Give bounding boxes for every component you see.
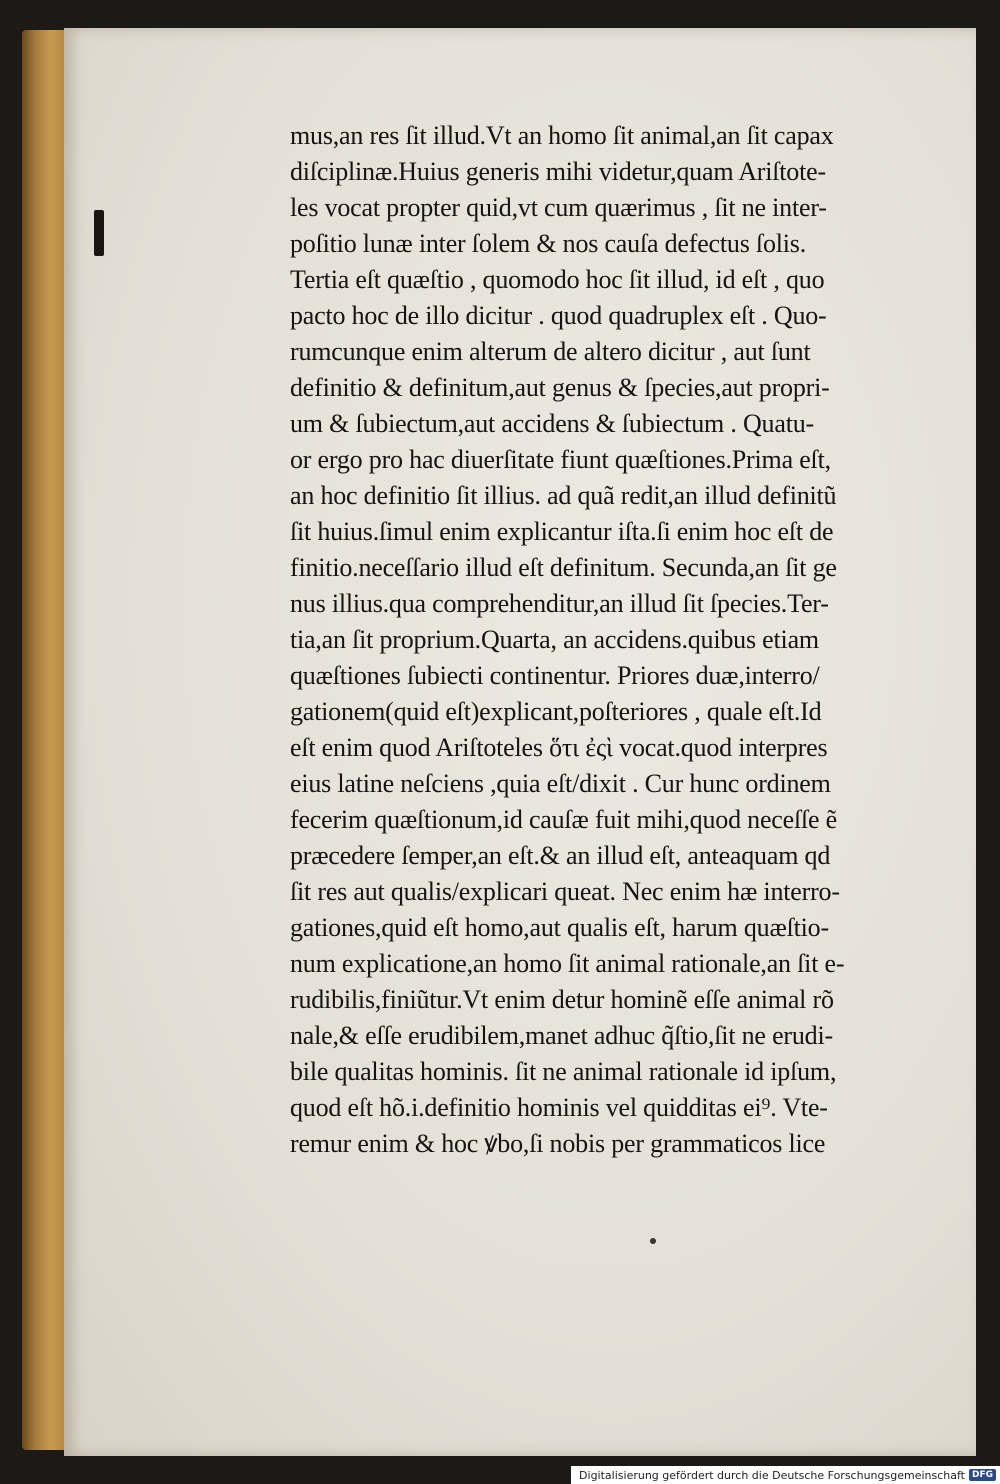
text-line: quæſtiones ſubiecti continentur. Priores duæ,interro/ — [290, 661, 820, 690]
digitization-footer — [571, 1466, 1000, 1484]
text-line: finitio.neceſſario illud eſt definitum. Secunda,an ſit ge — [290, 553, 837, 582]
text-line: quod eſt hõ.i.definitio hominis vel quidditas ei⁹. Vte- — [290, 1093, 828, 1122]
text-line: diſciplinæ.Huius generis mihi videtur,quam Ariſtote- — [290, 157, 826, 186]
text-line: definitio & definitum,aut genus & ſpecies,aut propri- — [290, 373, 830, 402]
text-line: mus,an res ſit illud.Vt an homo ſit animal,an ſit capax — [290, 121, 834, 150]
text-line: rudibilis,finiũtur.Vt enim detur hominẽ eſſe animal rõ — [290, 985, 834, 1014]
text-line: gationem(quid eſt)explicant,poſteriores , quale eſt.Id — [290, 697, 822, 726]
text-line: num explicatione,an homo ſit animal rationale,an ſit e- — [290, 949, 845, 978]
page-ornament-dot — [650, 1238, 656, 1244]
body-text-block — [290, 118, 970, 1162]
text-line: eſt enim quod Ariſtoteles ὅτι ἐςὶ vocat.quod interpres — [290, 733, 828, 762]
text-line: fecerim quæſtionum,id cauſæ fuit mihi,quod neceſſe ẽ — [290, 805, 838, 834]
text-line: rumcunque enim alterum de altero dicitur , aut ſunt — [290, 337, 811, 366]
text-line: nus illius.qua comprehenditur,an illud ſit ſpecies.Ter- — [290, 589, 829, 618]
text-line: pacto hoc de illo dicitur . quod quadruplex eſt . Quo- — [290, 301, 827, 330]
binding-mark — [94, 210, 104, 256]
text-line: præcedere ſemper,an eſt.& an illud eſt, anteaquam qd — [290, 841, 831, 870]
text-line: remur enim & hoc ꝟbo,ſi nobis per grammaticos lice — [290, 1129, 826, 1158]
dfg-logo-icon: DFG — [969, 1469, 996, 1481]
text-line: an hoc definitio ſit illius. ad quã redit,an illud definitũ — [290, 481, 837, 510]
text-line: um & ſubiectum,aut accidens & ſubiectum . Quatu- — [290, 409, 814, 438]
text-line: gationes,quid eſt homo,aut qualis eſt, harum quæſtio- — [290, 913, 829, 942]
text-line: tia,an ſit proprium.Quarta, an accidens.quibus etiam — [290, 625, 819, 654]
text-line: eius latine neſciens ,quia eſt/dixit . Cur hunc ordinem — [290, 769, 831, 798]
text-line: or ergo pro hac diuerſitate fiunt quæſtiones.Prima eſt, — [290, 445, 831, 474]
text-line: nale,& eſſe erudibilem,manet adhuc q̃ſtio,ſit ne erudi- — [290, 1021, 833, 1050]
text-line: poſitio lunæ inter ſolem & nos cauſa defectus ſolis. — [290, 229, 807, 258]
text-line: Tertia eſt quæſtio , quomodo hoc ſit illud, id eſt , quo — [290, 265, 825, 294]
text-line: les vocat propter quid,vt cum quærimus , ſit ne inter- — [290, 193, 827, 222]
text-line: ſit huius.ſimul enim explicantur iſta.ſi enim hoc eſt de — [290, 517, 834, 546]
text-line: ſit res aut qualis/explicari queat. Nec enim hæ interro- — [290, 877, 840, 906]
footer-credit: Digitalisierung gefördert durch die Deutsche Forschungsgemeinschaft — [579, 1468, 965, 1482]
text-line: bile qualitas hominis. ſit ne animal rationale id ipſum, — [290, 1057, 837, 1086]
